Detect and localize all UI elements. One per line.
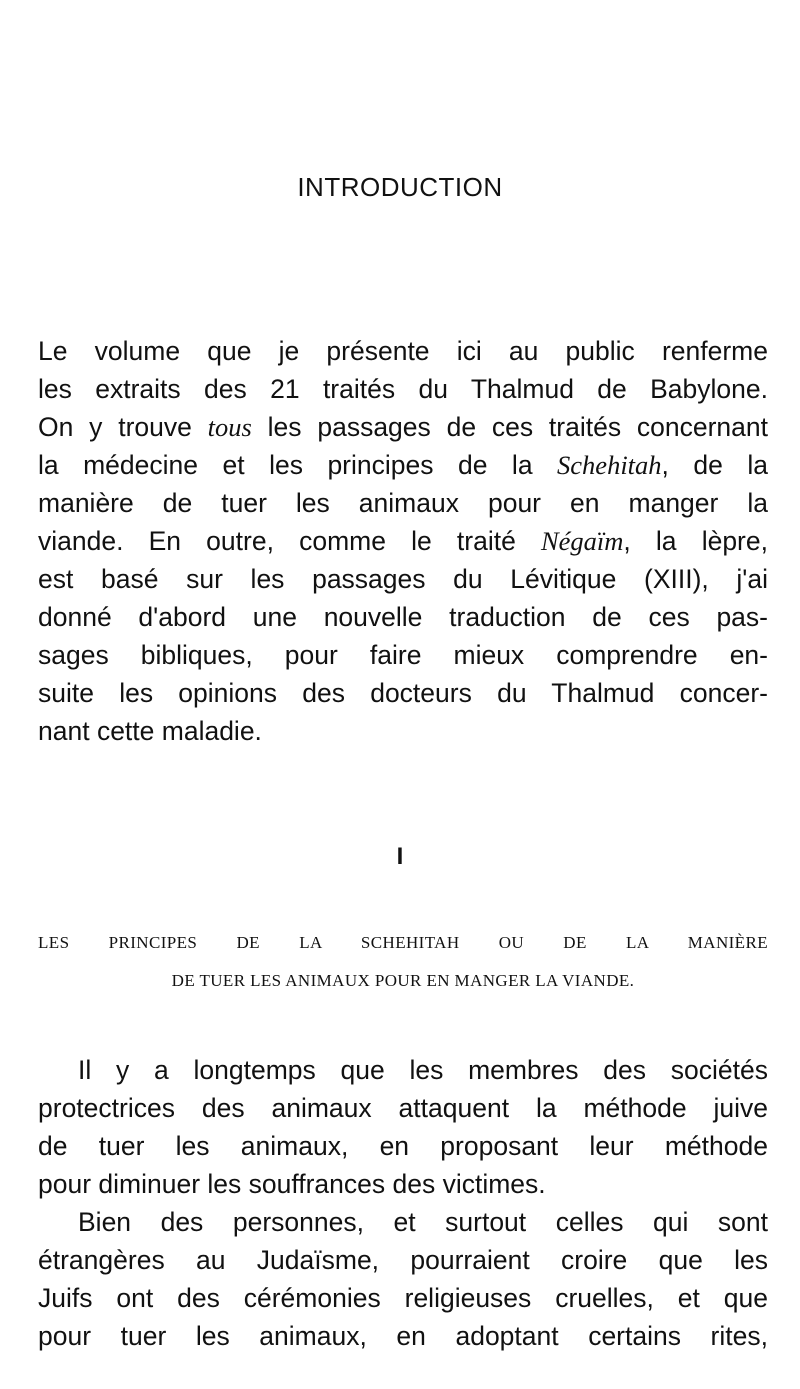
text-line: nant cette maladie.	[38, 716, 262, 746]
text-line: de tuer les animaux, en proposant leur méthode	[38, 1131, 768, 1161]
text-line: protectrices des animaux attaquent la méthode juive	[38, 1093, 768, 1123]
text-line: manière de tuer les animaux pour en manger la	[38, 488, 768, 518]
text-line: suite les opinions des docteurs du Thalmud concer-	[38, 678, 768, 708]
text-line: étrangères au Judaïsme, pourraient croire que les	[38, 1245, 768, 1275]
italic-word: Schehitah	[557, 450, 662, 480]
text-line: viande. En outre, comme le traité Négaïm, la lèpre,	[38, 526, 768, 556]
text-line: pour diminuer les souffrances des victimes.	[38, 1169, 546, 1199]
text-line: pour tuer les animaux, en adoptant certains rites,	[38, 1321, 768, 1351]
text-line: Il y a longtemps que les membres des sociétés	[78, 1055, 768, 1085]
section-number: I	[396, 843, 404, 870]
italic-word: Négaïm	[540, 526, 624, 556]
text-line: Bien des personnes, et surtout celles qui sont	[78, 1207, 768, 1237]
italic-word: tous	[207, 412, 252, 442]
section-title: DE TUER LES ANIMAUX POUR EN MANGER LA VIANDE.	[171, 971, 635, 990]
text-line: est basé sur les passages du Lévitique (XIII), j'ai	[38, 564, 768, 594]
text-line: donné d'abord une nouvelle traduction de ces pas-	[38, 602, 768, 632]
text-line: Juifs ont des cérémonies religieuses cruelles, et que	[38, 1283, 768, 1313]
text-line: sages bibliques, pour faire mieux comprendre en-	[38, 640, 768, 670]
text-line: Le volume que je présente ici au public renferme	[38, 336, 768, 366]
section-title: LES PRINCIPES DE LA SCHEHITAH OU DE LA MANIÈRE	[38, 933, 768, 952]
text-line: la médecine et les principes de la Schehitah, de la	[38, 450, 768, 480]
text-line: On y trouve tous les passages de ces traités concernant	[38, 412, 768, 442]
chapter-title: INTRODUCTION	[297, 172, 503, 202]
text-line: les extraits des 21 traités du Thalmud de Babylone.	[38, 374, 768, 404]
